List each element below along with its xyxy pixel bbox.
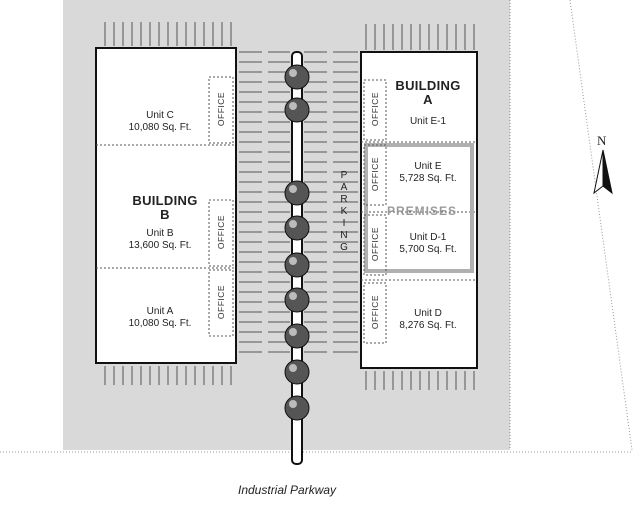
unit-d-label bbox=[378, 308, 478, 332]
tree-highlight bbox=[289, 328, 297, 336]
property-line bbox=[570, 0, 632, 450]
tree-highlight bbox=[289, 400, 297, 408]
tree-highlight bbox=[289, 220, 297, 228]
unit-c-label bbox=[110, 110, 210, 134]
office-label: OFFICE bbox=[370, 226, 380, 262]
tree-highlight bbox=[289, 364, 297, 372]
tree-icon bbox=[285, 181, 309, 205]
parking-letter: K bbox=[340, 206, 348, 217]
tree-icon bbox=[285, 216, 309, 240]
office-label: OFFICE bbox=[370, 294, 380, 330]
parking-letter: A bbox=[340, 182, 348, 193]
tree-icon bbox=[285, 253, 309, 277]
unit-d1-name: Unit D-1 bbox=[409, 232, 447, 243]
unit-d-name: Unit D bbox=[414, 308, 442, 319]
north-arrow-icon bbox=[594, 150, 612, 193]
unit-b-area: 13,600 Sq. Ft. bbox=[128, 240, 192, 251]
unit-e-name: Unit E bbox=[414, 161, 442, 172]
unit-e1-label: Unit E-1 bbox=[409, 116, 447, 127]
unit-d1-area: 5,700 Sq. Ft. bbox=[399, 244, 457, 255]
north-label: N bbox=[597, 133, 607, 148]
unit-b-label bbox=[110, 228, 210, 252]
office-label: OFFICE bbox=[216, 91, 226, 127]
parking-letter: P bbox=[340, 170, 348, 181]
building-a-title-line1: BUILDING bbox=[395, 78, 461, 93]
tree-highlight bbox=[289, 292, 297, 300]
parking-letter: N bbox=[340, 230, 348, 241]
unit-d1-label bbox=[378, 232, 478, 256]
unit-a-area: 10,080 Sq. Ft. bbox=[128, 318, 192, 329]
tree-icon bbox=[285, 288, 309, 312]
premises-label: PREMISES bbox=[387, 204, 458, 218]
office-label: OFFICE bbox=[216, 214, 226, 250]
tree-highlight bbox=[289, 257, 297, 265]
unit-a-label bbox=[110, 306, 210, 330]
building-b-title-line1: BUILDING bbox=[132, 193, 198, 208]
parking-letter: R bbox=[340, 194, 348, 205]
tree-icon bbox=[285, 396, 309, 420]
unit-c-area: 10,080 Sq. Ft. bbox=[128, 122, 192, 133]
office-label: OFFICE bbox=[370, 156, 380, 192]
building-b-title-line2: B bbox=[160, 207, 170, 222]
tree-icon bbox=[285, 324, 309, 348]
tree-highlight bbox=[289, 185, 297, 193]
tree-icon bbox=[285, 98, 309, 122]
office-label: OFFICE bbox=[216, 284, 226, 320]
building-a-title-line2: A bbox=[423, 92, 433, 107]
unit-d-area: 8,276 Sq. Ft. bbox=[399, 320, 457, 331]
unit-a-name: Unit A bbox=[146, 306, 174, 317]
unit-e-label bbox=[378, 161, 478, 185]
parking-letter: G bbox=[340, 242, 348, 253]
unit-b-name: Unit B bbox=[146, 228, 174, 239]
parking-letter: I bbox=[342, 218, 346, 229]
tree-highlight bbox=[289, 69, 297, 77]
office-label: OFFICE bbox=[370, 91, 380, 127]
tree-highlight bbox=[289, 102, 297, 110]
unit-e-area: 5,728 Sq. Ft. bbox=[399, 173, 457, 184]
building-a-title bbox=[378, 79, 478, 107]
unit-c-name: Unit C bbox=[146, 110, 174, 121]
building-b-title bbox=[115, 194, 215, 222]
tree-icon bbox=[285, 65, 309, 89]
tree-icon bbox=[285, 360, 309, 384]
road-label: Industrial Parkway bbox=[238, 483, 337, 497]
